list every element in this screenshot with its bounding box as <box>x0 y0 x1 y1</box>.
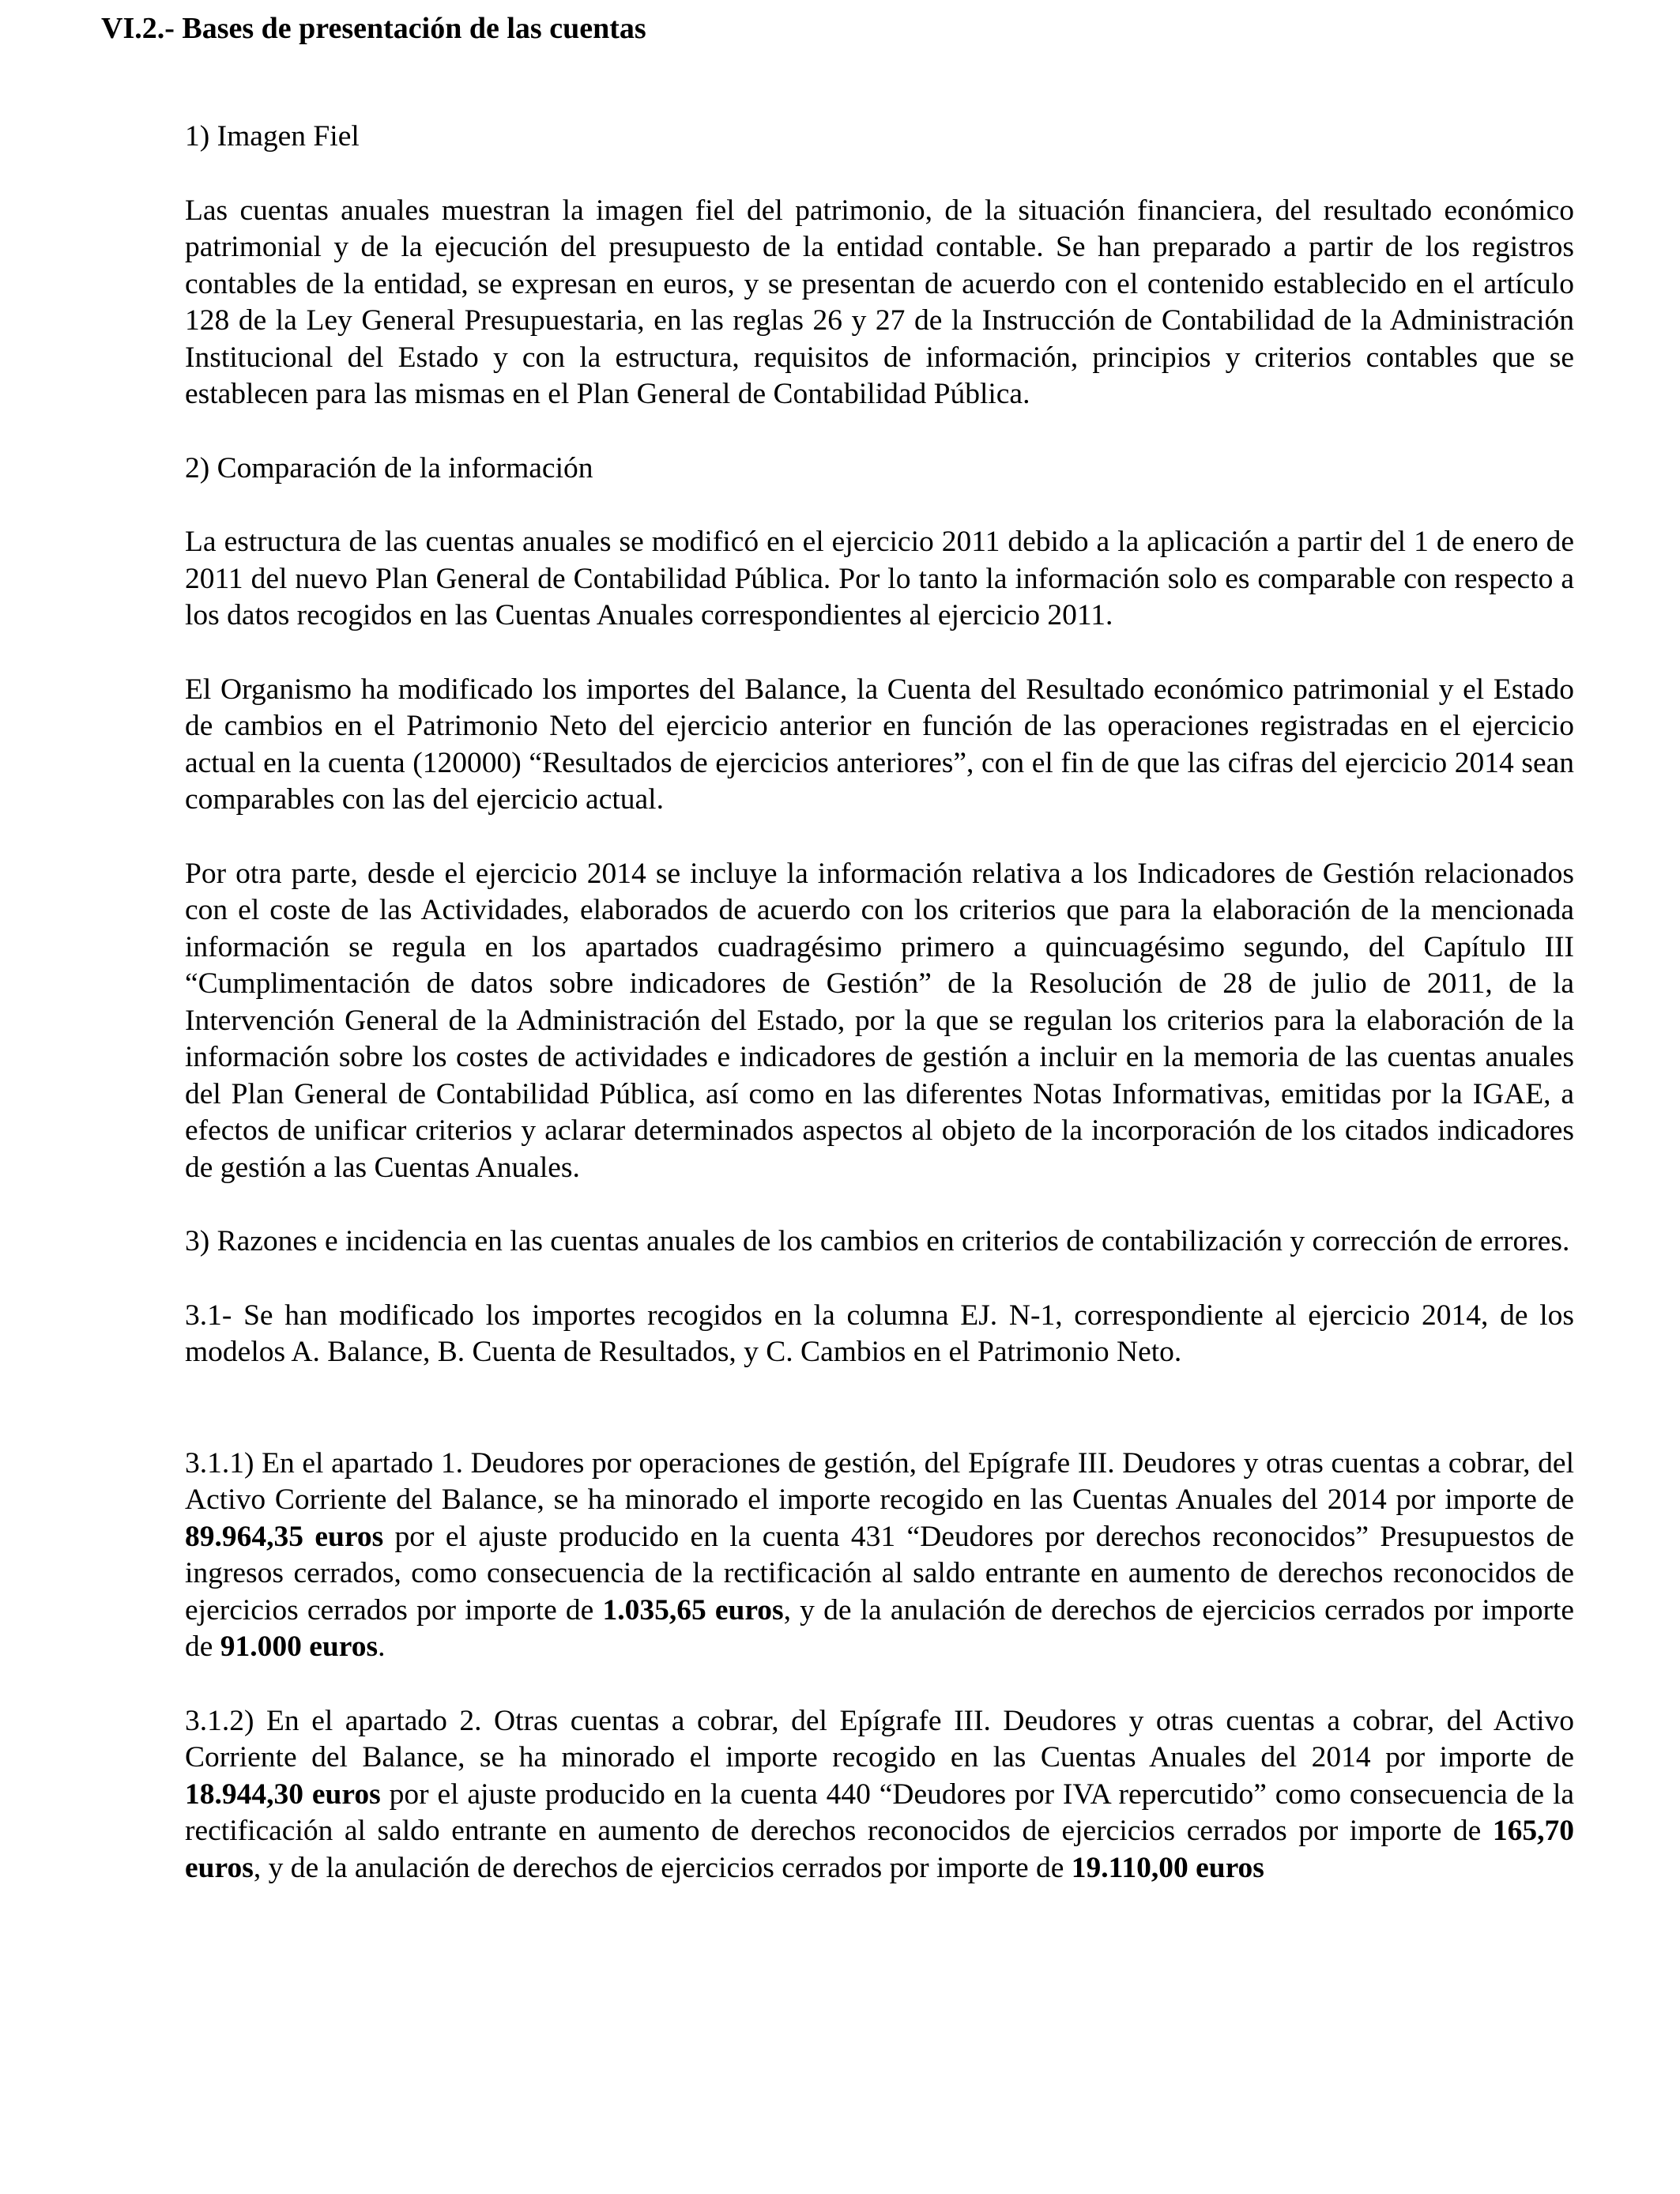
amount-bold: 91.000 euros <box>220 1630 379 1663</box>
subsection-title-imagen-fiel: 1) Imagen Fiel <box>185 120 360 153</box>
section-heading: VI.2.- Bases de presentación de las cuentas <box>101 12 646 45</box>
amount-bold: 165,70 euros <box>185 1815 1574 1884</box>
paragraph-imagen-fiel: Las cuentas anuales muestran la imagen fiel del patrimonio, de la situación financiera, del resultado económico patrimonial y de la ejecución del presupuesto de la entidad contable. Se han preparado a partir de los registros contables de la entidad, se expresan en euros, y se presentan de acuerdo con el contenido establecido en el artículo 128 de la Ley General Presupuestaria, en las reglas 26 y 27 de la Instrucción de Contabilidad de la Administración Institucional del Estado y con la estructura, requisitos de información, principios y criterios contables que se establecen para las mismas en el Plan General de Contabilidad Pública. <box>185 194 1574 410</box>
paragraph-estructura: La estructura de las cuentas anuales se modificó en el ejercicio 2011 debido a la aplicación a partir del 1 de enero de 2011 del nuevo Plan General de Contabilidad Pública. Por lo tanto la información solo es comparable con respecto a los datos recogidos en las Cuentas Anuales correspondientes al ejercicio 2011. <box>185 526 1574 631</box>
amount-bold: 18.944,30 euros <box>185 1777 381 1811</box>
subsection-title-comparacion: 2) Comparación de la información <box>185 451 593 484</box>
paragraph-3-1-2: 3.1.2) En el apartado 2. Otras cuentas a cobrar, del Epígrafe III. Deudores y otras cuentas a cobrar, del Activo Corriente del Balance, se ha minorado el importe recogido en las Cuentas Anuales del 2014 por importe de 18.944,30 euros por el ajuste producido en la cuenta 440 “Deudores por IVA repercutido” como consecuencia de la rectificación al saldo entrante en aumento de derechos reconocidos de ejercicios cerrados por importe de 165,70 euros, y de la anulación de derechos de ejercicios cerrados por importe de 19.110,00 euros <box>185 1704 1575 1884</box>
amount-bold: 89.964,35 euros <box>185 1520 384 1553</box>
document-body <box>185 119 1574 1924</box>
paragraph-3-1: 3.1- Se han modificado los importes recogidos en la columna EJ. N-1, correspondiente al ejercicio 2014, de los modelos A. Balance, B. Cuenta de Resultados, y C. Cambios en el Patrimonio Neto. <box>185 1299 1574 1368</box>
subsection-title-razones: 3) Razones e incidencia en las cuentas anuales de los cambios en criterios de contabilización y corrección de errores. <box>185 1225 1570 1257</box>
amount-bold: 1.035,65 euros <box>602 1593 784 1627</box>
amount-bold: 19.110,00 euros <box>1071 1851 1264 1884</box>
paragraph-organismo: El Organismo ha modificado los importes del Balance, la Cuenta del Resultado económico patrimonial y el Estado de cambios en el Patrimonio Neto del ejercicio anterior en función de las operaciones registradas en el ejercicio actual en la cuenta (120000) “Resultados de ejercicios anteriores”, con el fin de que las cifras del ejercicio 2014 sean comparables con las del ejercicio actual. <box>185 673 1574 816</box>
paragraph-indicadores: Por otra parte, desde el ejercicio 2014 se incluye la información relativa a los Indicadores de Gestión relacionados con el coste de las Actividades, elaborados de acuerdo con los criterios que para la elaboración de la mencionada información se regula en los apartados cuadragésimo primero a quincuagésimo segundo, del Capítulo III “Cumplimentación de datos sobre indicadores de Gestión” de la Resolución de 28 de julio de 2011, de la Intervención General de la Administración del Estado, por la que se regulan los criterios para la elaboración de la información sobre los costes de actividades e indicadores de gestión a incluir en la memoria de las cuentas anuales del Plan General de Contabilidad Pública, así como en las diferentes Notas Informativas, emitidas por la IGAE, a efectos de unificar criterios y aclarar determinados aspectos al objeto de la incorporación de los citados indicadores de gestión a las Cuentas Anuales. <box>185 857 1574 1184</box>
paragraph-3-1-1: 3.1.1) En el apartado 1. Deudores por operaciones de gestión, del Epígrafe III. Deudores y otras cuentas a cobrar, del Activo Corriente del Balance, se ha minorado el importe recogido en las Cuentas Anuales del 2014 por importe de 89.964,35 euros por el ajuste producido en la cuenta 431 “Deudores por derechos reconocidos” Presupuestos de ingresos cerrados, como consecuencia de la rectificación al saldo entrante en aumento de derechos reconocidos de ejercicios cerrados por importe de 1.035,65 euros, y de la anulación de derechos de ejercicios cerrados por importe de 91.000 euros. <box>185 1446 1575 1663</box>
